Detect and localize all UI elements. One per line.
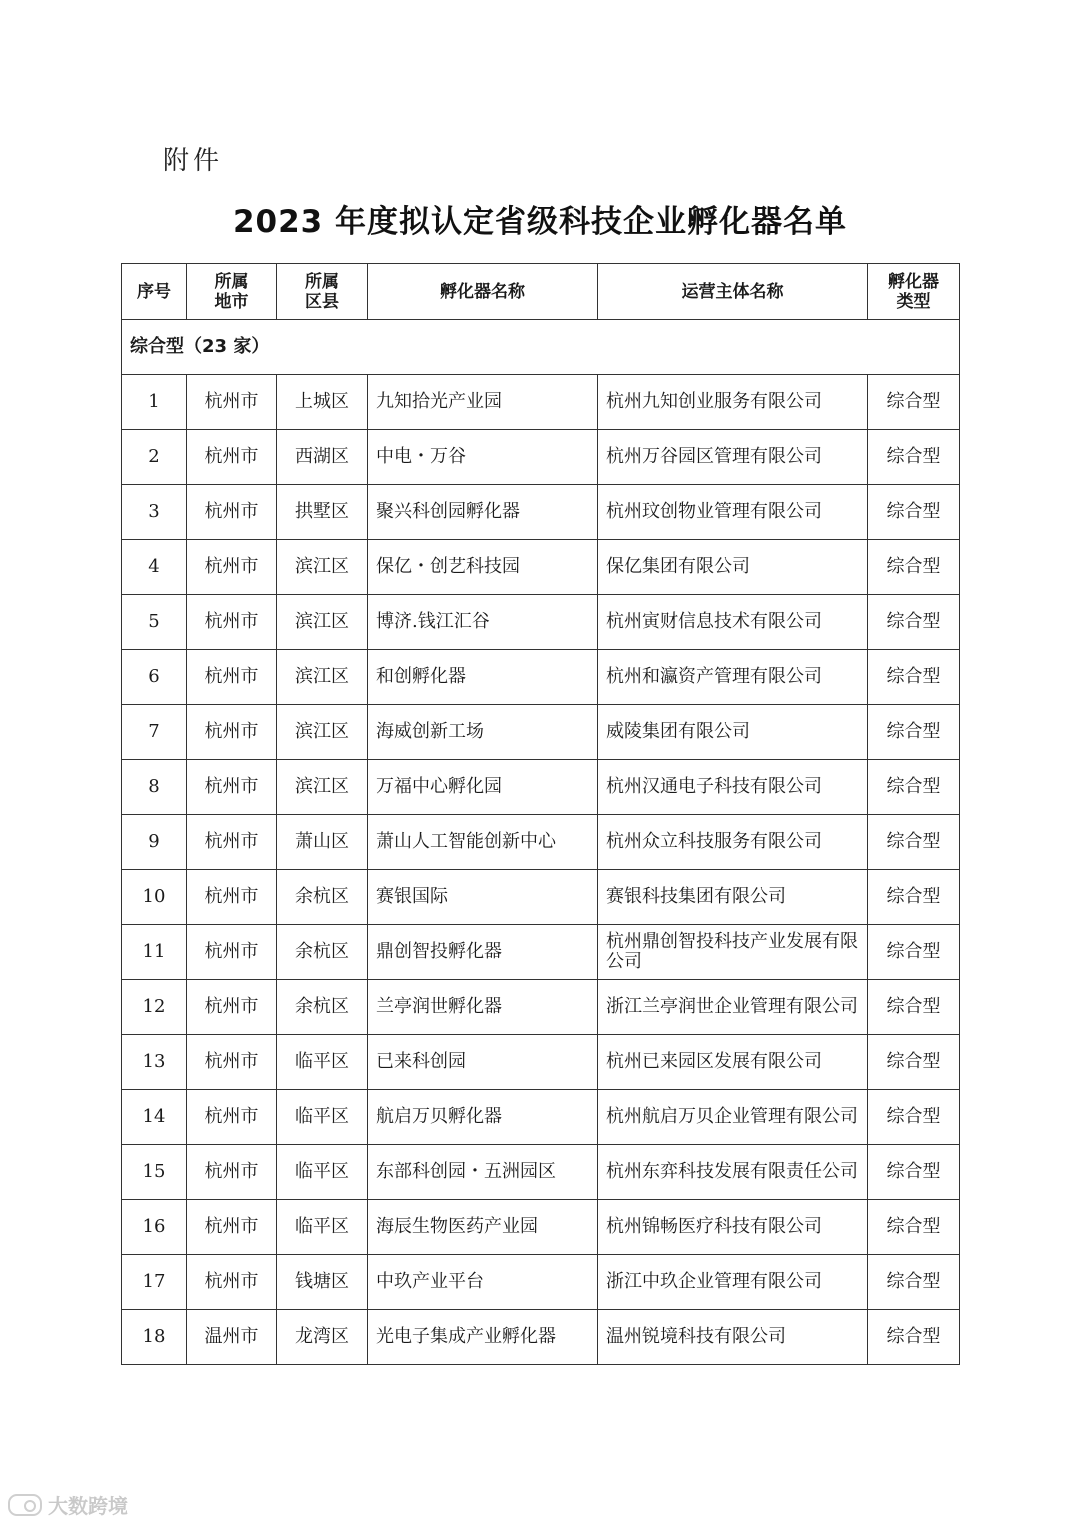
cell-operator-name: 杭州和瀛资产管理有限公司	[598, 650, 868, 705]
cell-incubator-name: 光电子集成产业孵化器	[368, 1310, 598, 1365]
cell-operator-name: 杭州玟创物业管理有限公司	[598, 485, 868, 540]
table-row	[122, 540, 960, 595]
table-row	[122, 815, 960, 870]
cell-incubator-name: 已来科创园	[368, 1035, 598, 1090]
cell-city: 杭州市	[187, 815, 277, 870]
header-operator-name: 运营主体名称	[598, 264, 868, 320]
cell-city: 杭州市	[187, 925, 277, 980]
cell-incubator-type: 综合型	[868, 1035, 960, 1090]
cell-incubator-type: 综合型	[868, 375, 960, 430]
watermark-logo-icon	[8, 1494, 42, 1516]
cell-operator-name: 杭州航启万贝企业管理有限公司	[598, 1090, 868, 1145]
table-row	[122, 1035, 960, 1090]
cell-district: 余杭区	[277, 980, 368, 1035]
cell-district: 萧山区	[277, 815, 368, 870]
cell-city: 杭州市	[187, 650, 277, 705]
cell-incubator-name: 东部科创园・五洲园区	[368, 1145, 598, 1200]
cell-city: 杭州市	[187, 1035, 277, 1090]
table-row	[122, 1145, 960, 1200]
cell-incubator-name: 赛银国际	[368, 870, 598, 925]
cell-index: 1	[122, 375, 187, 430]
cell-district: 临平区	[277, 1145, 368, 1200]
cell-incubator-name: 萧山人工智能创新中心	[368, 815, 598, 870]
cell-incubator-type: 综合型	[868, 980, 960, 1035]
table-row	[122, 595, 960, 650]
cell-incubator-type: 综合型	[868, 870, 960, 925]
cell-index: 7	[122, 705, 187, 760]
cell-district: 临平区	[277, 1035, 368, 1090]
table-row	[122, 760, 960, 815]
table-row	[122, 650, 960, 705]
cell-index: 17	[122, 1255, 187, 1310]
cell-district: 临平区	[277, 1200, 368, 1255]
cell-index: 6	[122, 650, 187, 705]
cell-incubator-type: 综合型	[868, 595, 960, 650]
cell-incubator-type: 综合型	[868, 815, 960, 870]
cell-index: 12	[122, 980, 187, 1035]
cell-operator-name: 杭州已来园区发展有限公司	[598, 1035, 868, 1090]
header-incubator-type: 孵化器 类型	[868, 264, 960, 320]
cell-index: 18	[122, 1310, 187, 1365]
cell-incubator-type: 综合型	[868, 1090, 960, 1145]
cell-district: 龙湾区	[277, 1310, 368, 1365]
cell-incubator-type: 综合型	[868, 1200, 960, 1255]
cell-city: 杭州市	[187, 485, 277, 540]
cell-city: 杭州市	[187, 870, 277, 925]
cell-incubator-name: 聚兴科创园孵化器	[368, 485, 598, 540]
cell-incubator-type: 综合型	[868, 650, 960, 705]
cell-incubator-type: 综合型	[868, 540, 960, 595]
cell-city: 杭州市	[187, 1145, 277, 1200]
cell-incubator-name: 中玖产业平台	[368, 1255, 598, 1310]
table-row	[122, 1310, 960, 1365]
cell-operator-name: 温州锐境科技有限公司	[598, 1310, 868, 1365]
attachment-label: 附件	[163, 146, 224, 176]
header-incubator-name: 孵化器名称	[368, 264, 598, 320]
cell-index: 8	[122, 760, 187, 815]
cell-index: 14	[122, 1090, 187, 1145]
cell-district: 钱塘区	[277, 1255, 368, 1310]
cell-district: 拱墅区	[277, 485, 368, 540]
cell-index: 4	[122, 540, 187, 595]
table-row	[122, 980, 960, 1035]
cell-index: 13	[122, 1035, 187, 1090]
cell-incubator-name: 鼎创智投孵化器	[368, 925, 598, 980]
cell-city: 杭州市	[187, 1255, 277, 1310]
table-row	[122, 870, 960, 925]
cell-operator-name: 浙江兰亭润世企业管理有限公司	[598, 980, 868, 1035]
table-row	[122, 1090, 960, 1145]
cell-district: 滨江区	[277, 540, 368, 595]
table-row	[122, 925, 960, 980]
table-row	[122, 375, 960, 430]
cell-district: 滨江区	[277, 595, 368, 650]
cell-operator-name: 杭州汉通电子科技有限公司	[598, 760, 868, 815]
cell-district: 余杭区	[277, 870, 368, 925]
cell-index: 2	[122, 430, 187, 485]
cell-operator-name: 杭州万谷园区管理有限公司	[598, 430, 868, 485]
cell-city: 杭州市	[187, 540, 277, 595]
cell-city: 杭州市	[187, 705, 277, 760]
cell-incubator-type: 综合型	[868, 430, 960, 485]
cell-city: 杭州市	[187, 375, 277, 430]
cell-incubator-name: 航启万贝孵化器	[368, 1090, 598, 1145]
cell-incubator-name: 万福中心孵化园	[368, 760, 598, 815]
category-label: 综合型（23 家）	[122, 320, 960, 375]
header-city: 所属 地市	[187, 264, 277, 320]
cell-district: 滨江区	[277, 650, 368, 705]
cell-index: 5	[122, 595, 187, 650]
table-row	[122, 1200, 960, 1255]
cell-incubator-name: 兰亭润世孵化器	[368, 980, 598, 1035]
cell-incubator-type: 综合型	[868, 485, 960, 540]
header-index: 序号	[122, 264, 187, 320]
watermark-text: 大数跨境	[48, 1494, 128, 1518]
table-header-row	[122, 264, 960, 320]
incubator-table	[121, 263, 960, 1365]
cell-district: 上城区	[277, 375, 368, 430]
cell-incubator-name: 博济.钱江汇谷	[368, 595, 598, 650]
cell-operator-name: 保亿集团有限公司	[598, 540, 868, 595]
cell-city: 杭州市	[187, 430, 277, 485]
cell-incubator-type: 综合型	[868, 1310, 960, 1365]
cell-operator-name: 杭州寅财信息技术有限公司	[598, 595, 868, 650]
cell-operator-name: 杭州九知创业服务有限公司	[598, 375, 868, 430]
cell-operator-name: 杭州锦畅医疗科技有限公司	[598, 1200, 868, 1255]
cell-index: 3	[122, 485, 187, 540]
header-district: 所属 区县	[277, 264, 368, 320]
cell-incubator-name: 中电・万谷	[368, 430, 598, 485]
watermark	[8, 1490, 128, 1519]
category-row	[122, 320, 960, 375]
cell-district: 西湖区	[277, 430, 368, 485]
cell-operator-name: 杭州鼎创智投科技产业发展有限公司	[598, 925, 868, 980]
cell-incubator-type: 综合型	[868, 760, 960, 815]
cell-index: 10	[122, 870, 187, 925]
cell-index: 15	[122, 1145, 187, 1200]
table-row	[122, 1255, 960, 1310]
cell-operator-name: 赛银科技集团有限公司	[598, 870, 868, 925]
cell-incubator-name: 海威创新工场	[368, 705, 598, 760]
cell-district: 滨江区	[277, 760, 368, 815]
cell-index: 9	[122, 815, 187, 870]
cell-city: 杭州市	[187, 595, 277, 650]
table-row	[122, 430, 960, 485]
cell-operator-name: 杭州东弈科技发展有限责任公司	[598, 1145, 868, 1200]
cell-operator-name: 威陵集团有限公司	[598, 705, 868, 760]
cell-city: 杭州市	[187, 1200, 277, 1255]
cell-incubator-type: 综合型	[868, 1145, 960, 1200]
cell-district: 余杭区	[277, 925, 368, 980]
cell-district: 临平区	[277, 1090, 368, 1145]
cell-operator-name: 浙江中玖企业管理有限公司	[598, 1255, 868, 1310]
table-row	[122, 485, 960, 540]
document-title: 2023 年度拟认定省级科技企业孵化器名单	[232, 204, 848, 240]
cell-index: 11	[122, 925, 187, 980]
cell-index: 16	[122, 1200, 187, 1255]
cell-incubator-type: 综合型	[868, 1255, 960, 1310]
cell-city: 杭州市	[187, 760, 277, 815]
cell-incubator-name: 和创孵化器	[368, 650, 598, 705]
cell-city: 杭州市	[187, 1090, 277, 1145]
cell-city: 温州市	[187, 1310, 277, 1365]
cell-incubator-name: 保亿・创艺科技园	[368, 540, 598, 595]
cell-operator-name: 杭州众立科技服务有限公司	[598, 815, 868, 870]
table-row	[122, 705, 960, 760]
cell-incubator-type: 综合型	[868, 705, 960, 760]
cell-city: 杭州市	[187, 980, 277, 1035]
cell-incubator-type: 综合型	[868, 925, 960, 980]
cell-incubator-name: 海辰生物医药产业园	[368, 1200, 598, 1255]
cell-district: 滨江区	[277, 705, 368, 760]
cell-incubator-name: 九知拾光产业园	[368, 375, 598, 430]
